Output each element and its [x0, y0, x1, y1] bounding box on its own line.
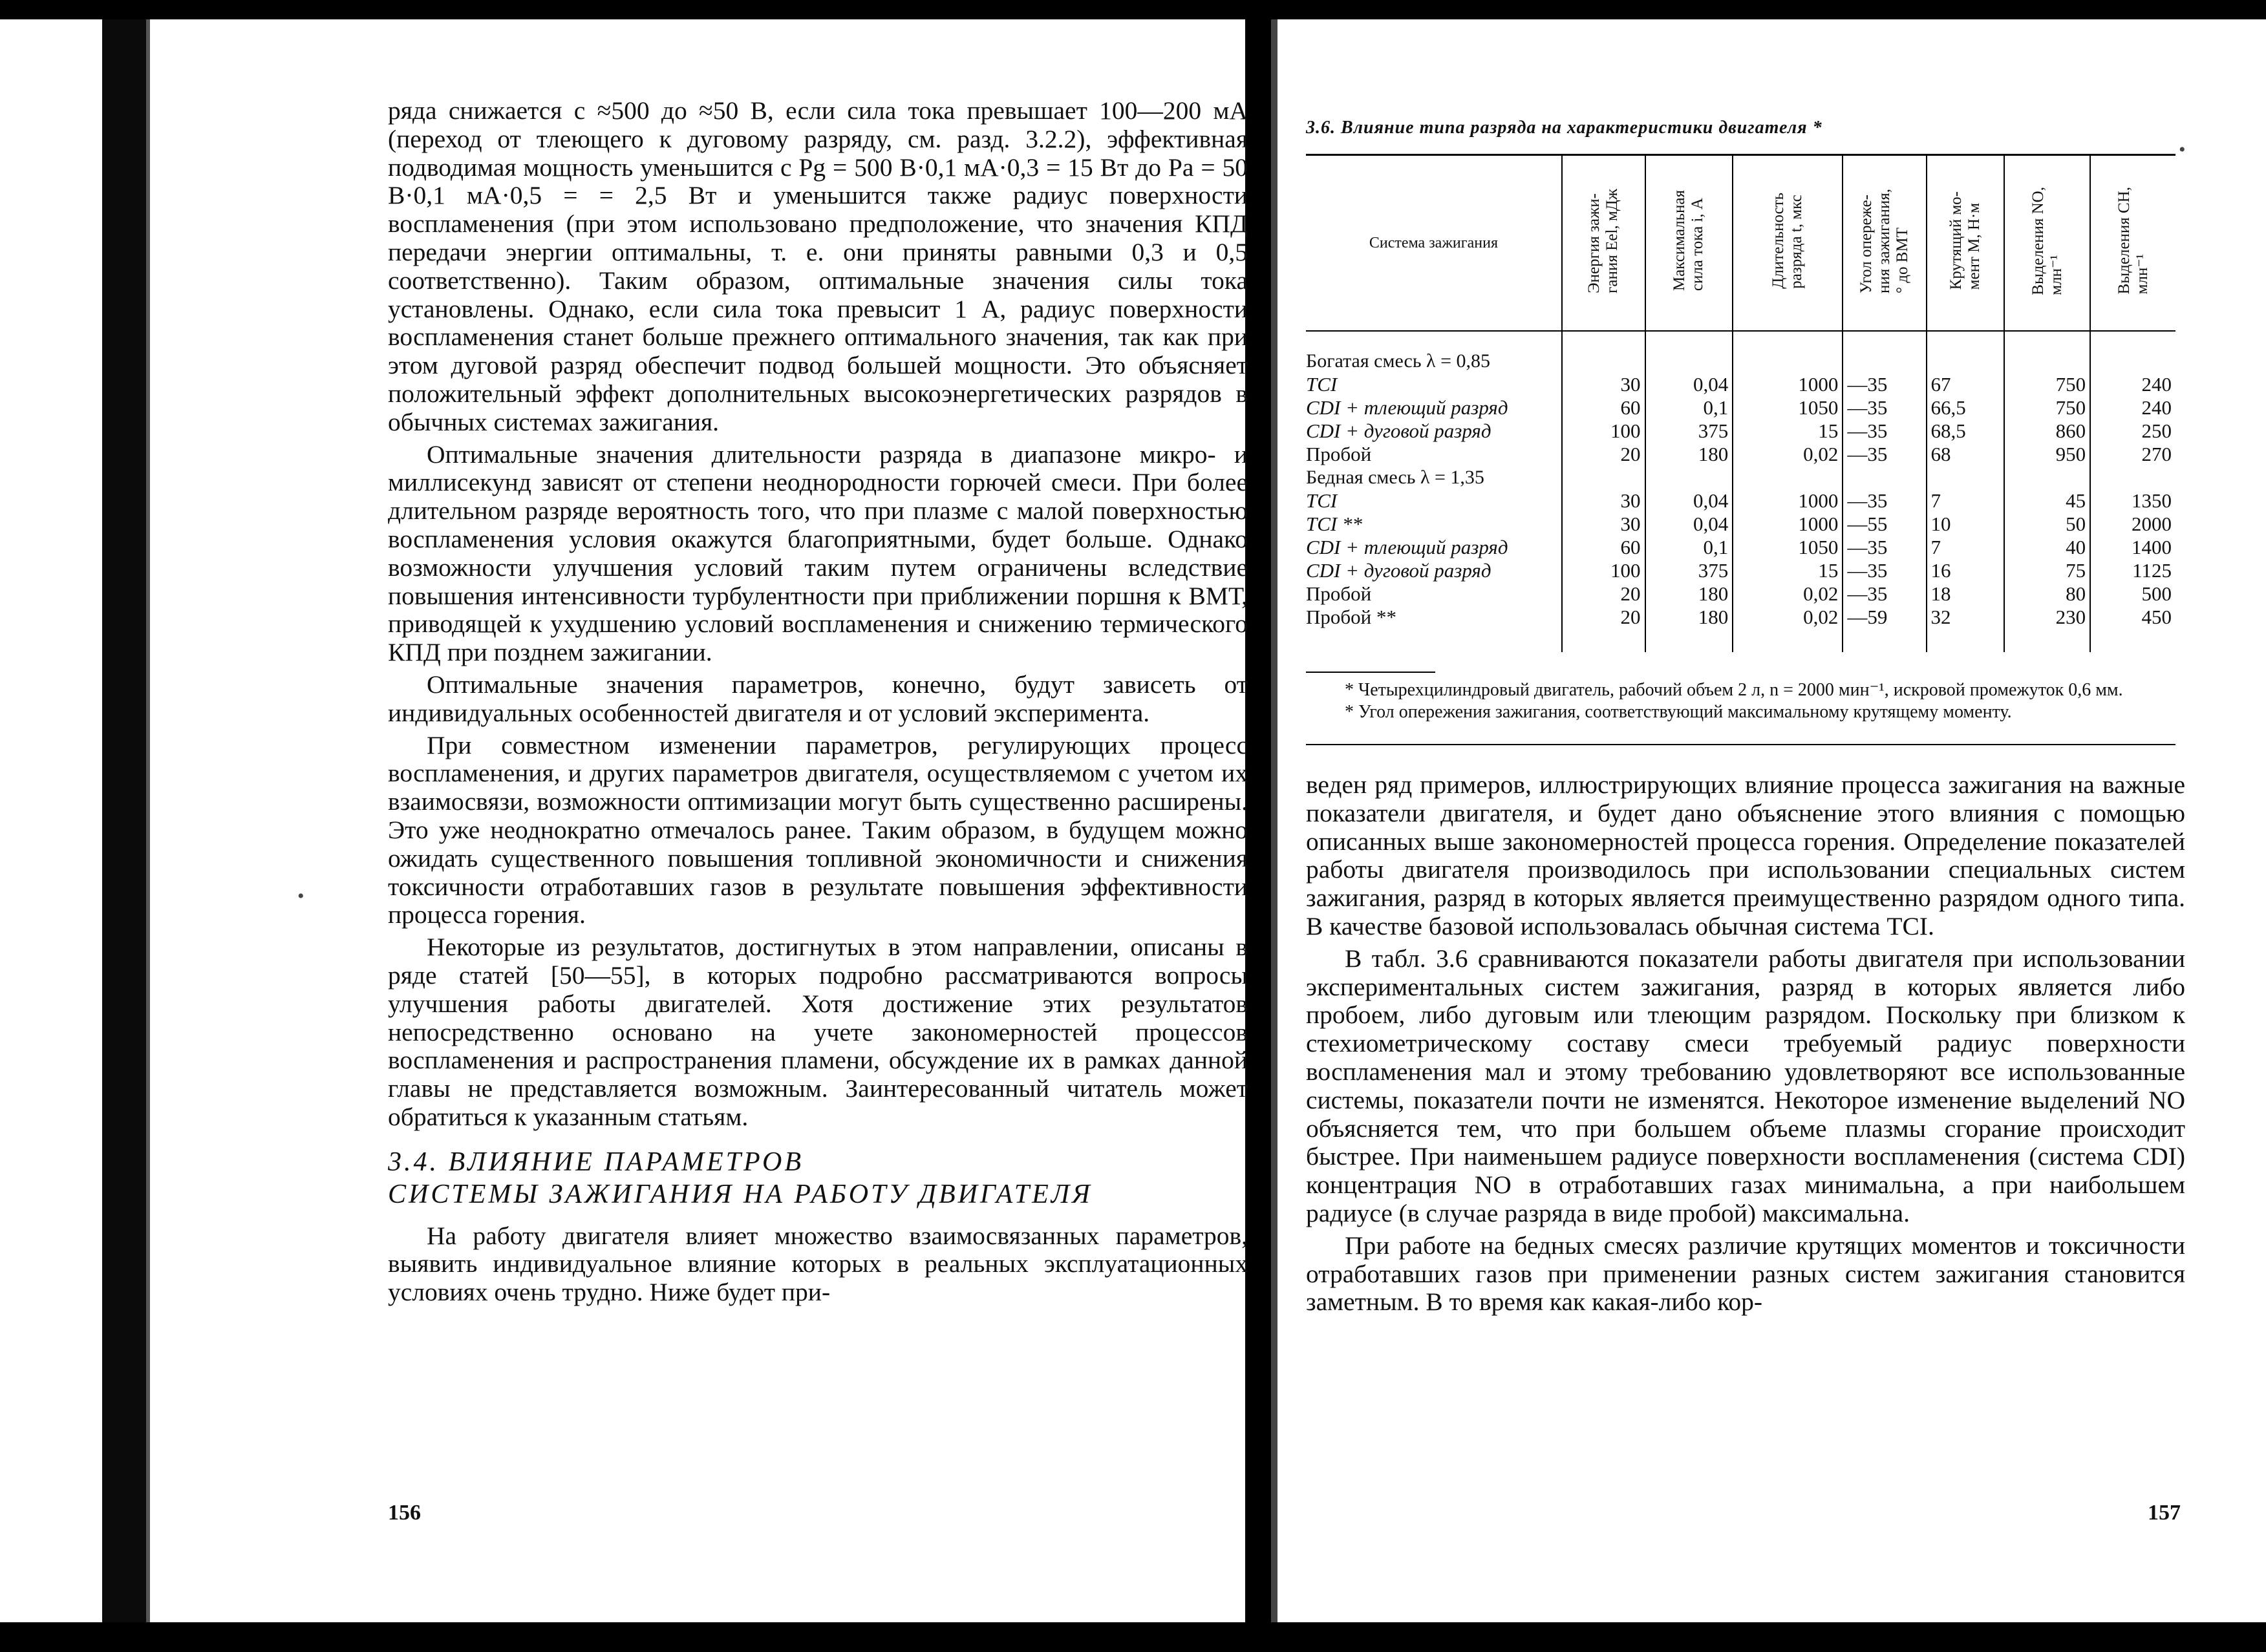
table-cell: 1050 — [1733, 396, 1843, 419]
scan-binding-left — [102, 19, 146, 1622]
data-table — [1306, 154, 2175, 652]
table-cell: 66,5 — [1927, 396, 2005, 419]
column-header — [1843, 155, 1926, 332]
table-cell: 270 — [2090, 443, 2175, 466]
table-cell: 0,1 — [1645, 536, 1733, 559]
table-cell: —35 — [1843, 582, 1926, 606]
table-row — [1306, 582, 2175, 606]
table-cell: 100 — [1562, 559, 1645, 582]
table-row-label: Пробой ** — [1306, 606, 1396, 628]
book-gutter-edge — [1271, 19, 1277, 1622]
table-footnotes — [1306, 672, 2185, 723]
table-cell — [1733, 331, 1843, 373]
column-header — [2004, 155, 2090, 332]
page-number-left: 156 — [388, 1501, 421, 1525]
paragraph: Оптимальные значения длительности разряда в диапазоне микро- и миллисекунд зависят от степени неоднородности горючей смеси. При более длительном разряде вероятность того, что при плазме с малой поверхностью воспламенения условия окажутся благоприятными, будет больше. Однако возможности улучшения условий таким путем ограничены вследствие повышения интенсивности турбулентности при приближении поршня к ВМТ, приводящей к ухудшению условий воспламенения и снижению термического КПД при позднем зажигании. — [388, 439, 1248, 667]
table-cell: 60 — [1562, 396, 1645, 419]
table-cell: 40 — [2004, 536, 2090, 559]
column-header-text: Крутящий мо- мент M, Н·м — [1947, 191, 1983, 290]
table-cell: —35 — [1843, 373, 1926, 396]
table-cell: 30 — [1562, 513, 1645, 536]
paragraph: При работе на бедных смесях различие крутящих моментов и токсичности отработавших газов при применении разных систем зажигания становится заметным. В то время как какая-либо кор- — [1306, 1231, 2185, 1317]
table-cell: 15 — [1733, 559, 1843, 582]
footnote: * Четырехцилиндровый двигатель, рабочий объем 2 л, n = 2000 мин⁻¹, искровой промежуток 0,6 мм. — [1345, 680, 2123, 700]
table-row — [1306, 489, 2175, 513]
column-header-text: Выделения NO, млн⁻¹ — [2029, 186, 2065, 295]
table-cell: 950 — [2004, 443, 2090, 466]
table-cell: 7 — [1927, 536, 2005, 559]
table-cell — [2090, 466, 2175, 489]
column-header-text: Энергия зажи- гания Eel, мДж — [1585, 188, 1621, 293]
table-cell: 750 — [2004, 396, 2090, 419]
table-cell: 1050 — [1733, 536, 1843, 559]
column-header — [1562, 155, 1645, 332]
table-cell — [1733, 466, 1843, 489]
table-cell: 1400 — [2090, 536, 2175, 559]
table-cell: 100 — [1562, 419, 1645, 443]
table-cell: 450 — [2090, 606, 2175, 652]
table-cell: 67 — [1927, 373, 2005, 396]
section-heading-line: 3.4. ВЛИЯНИЕ ПАРАМЕТРОВ — [388, 1147, 804, 1177]
table-cell: 180 — [1645, 443, 1733, 466]
column-header — [1927, 155, 2005, 332]
table-cell: 68,5 — [1927, 419, 2005, 443]
table-cell — [2090, 331, 2175, 373]
table-group-label: Бедная смесь λ = 1,35 — [1306, 467, 1484, 488]
table-cell: 1125 — [2090, 559, 2175, 582]
table-row-label: CDI + дуговой разряд — [1306, 559, 1491, 582]
table-cell: 30 — [1562, 373, 1645, 396]
table-cell: 240 — [2090, 373, 2175, 396]
table-row — [1306, 443, 2175, 466]
section-heading — [388, 1146, 1248, 1211]
table-cell: —35 — [1843, 396, 1926, 419]
table-cell: 20 — [1562, 606, 1645, 652]
table-cell: 80 — [2004, 582, 2090, 606]
table-row-label: CDI + тлеющий разряд — [1306, 396, 1508, 419]
column-header — [1733, 155, 1843, 332]
table-row — [1306, 513, 2175, 536]
table-cell: 0,02 — [1733, 443, 1843, 466]
table-cell: 1000 — [1733, 373, 1843, 396]
table-cell — [2004, 466, 2090, 489]
table-cell: 45 — [2004, 489, 2090, 513]
scan-binding-left-edge — [146, 19, 150, 1622]
table-cell: 7 — [1927, 489, 2005, 513]
scan-speck: • — [297, 885, 305, 907]
table-row-label: CDI + дуговой разряд — [1306, 419, 1491, 442]
section-heading-line: СИСТЕМЫ ЗАЖИГАНИЯ НА РАБОТУ ДВИГАТЕЛЯ — [388, 1179, 1093, 1209]
table-row — [1306, 419, 2175, 443]
table-cell: 860 — [2004, 419, 2090, 443]
table-cell: 500 — [2090, 582, 2175, 606]
table-row — [1306, 373, 2175, 396]
table-cell: 10 — [1927, 513, 2005, 536]
table-cell — [1843, 466, 1926, 489]
paragraph: При совместном изменении параметров, регулирующих процесс воспламенения, и других параметров двигателя, осуществляемом с учетом их взаимосвязи, возможности оптимизации могут быть существенно расширены. Это уже неоднократно отмечалось ранее. Таким образом, в будущем можно ожидать существенного повышения топливной экономичности и снижения токсичности отработавших газов в результате повышения эффективности процесса горения. — [388, 730, 1248, 929]
table-cell: 750 — [2004, 373, 2090, 396]
table-cell: 0,1 — [1645, 396, 1733, 419]
right-page-text — [1306, 771, 2185, 1317]
column-header: Система зажигания — [1306, 155, 1562, 332]
table-cell: —59 — [1843, 606, 1926, 652]
table-cell: 375 — [1645, 559, 1733, 582]
paragraph: Оптимальные значения параметров, конечно, будут зависеть от индивидуальных особенностей двигателя и от условий эксперимента. — [388, 670, 1248, 727]
table-cell: 68 — [1927, 443, 2005, 466]
table-row — [1306, 559, 2175, 582]
table-cell: 180 — [1645, 582, 1733, 606]
table-cell: 16 — [1927, 559, 2005, 582]
table-cell: 375 — [1645, 419, 1733, 443]
table-group-label: Богатая смесь λ = 0,85 — [1306, 350, 1490, 372]
table-cell: 0,04 — [1645, 489, 1733, 513]
table-cell — [1927, 331, 2005, 373]
table-cell: —35 — [1843, 489, 1926, 513]
table-row-label: CDI + тлеющий разряд — [1306, 536, 1508, 558]
footnote-rule — [1306, 672, 1435, 673]
column-header-text: Длительность разряда t, мкс — [1769, 193, 1806, 289]
table-row-label: TCI — [1306, 489, 1338, 512]
scan-border-bottom — [0, 1622, 2266, 1652]
table-cell — [1562, 466, 1645, 489]
table-cell: 2000 — [2090, 513, 2175, 536]
footnote: * Угол опережения зажигания, соответствующий максимальному крутящему моменту. — [1345, 702, 2012, 722]
table-cell: 0,02 — [1733, 582, 1843, 606]
table-cell: 1000 — [1733, 513, 1843, 536]
table-row-label: Пробой — [1306, 582, 1372, 605]
table-cell: —55 — [1843, 513, 1926, 536]
table-cell — [1645, 466, 1733, 489]
table-bottom-rule — [1306, 744, 2175, 745]
table-cell: 0,04 — [1645, 373, 1733, 396]
column-header-text: Максимальная сила тока i, А — [1671, 190, 1707, 291]
table-row-label: Пробой — [1306, 443, 1372, 465]
paragraph: На работу двигателя влияет множество взаимосвязанных параметров, выявить индивидуальное влияние которых в реальных эксплуатационных условиях очень трудно. Ниже будет при- — [388, 1221, 1248, 1307]
column-header — [1645, 155, 1733, 332]
table-row-label: TCI — [1306, 373, 1338, 396]
table-cell: 1000 — [1733, 489, 1843, 513]
table-cell: —35 — [1843, 559, 1926, 582]
table-cell: 1350 — [2090, 489, 2175, 513]
table-cell — [2004, 331, 2090, 373]
page-number-right: 157 — [2148, 1501, 2181, 1525]
table-cell: 15 — [1733, 419, 1843, 443]
table-cell: —35 — [1843, 419, 1926, 443]
table-cell: —35 — [1843, 536, 1926, 559]
column-header — [2090, 155, 2175, 332]
table-cell: 50 — [2004, 513, 2090, 536]
scan-border-top — [0, 0, 2266, 19]
table-cell: 20 — [1562, 582, 1645, 606]
table-cell: 0,02 — [1733, 606, 1843, 652]
table-cell: 20 — [1562, 443, 1645, 466]
table-cell: 240 — [2090, 396, 2175, 419]
column-header-text: Выделения CH, млн⁻¹ — [2115, 187, 2151, 295]
scan-speck: • — [2179, 139, 2186, 160]
left-page — [388, 97, 1248, 1307]
book-gutter — [1245, 19, 1271, 1622]
column-header-text: Угол опереже- ния зажигания, ° до ВМТ — [1857, 188, 1911, 293]
table-cell: 250 — [2090, 419, 2175, 443]
paragraph: ряда снижается с ≈500 до ≈50 В, если сила тока превышает 100—200 мА (переход от тлеющего к дуговому разряду, см. разд. 3.2.2), эффективная подводимая мощность уменьшится с Pg = 500 В·0,1 мА·0,3 = 15 Вт до Pa = 50 В·0,1 мА·0,5 = = 2,5 Вт и уменьшится также радиус поверхности воспламенения (при этом использовано предположение, что значения КПД передачи энергии оптимальны, т. е. они приняты равными 0,3 и 0,5 соответственно). Таким образом, оптимальные значения силы тока установлены. Однако, если сила тока превысит 1 А, радиус поверхности воспламенения станет больше прежнего оптимального значения, так как при этом дуговой разряд обеспечит подвод большей мощности. Это объясняет положительный эффект дополнительных высокоэнергетических разрядов в обычных системах зажигания. — [388, 96, 1248, 436]
paragraph: веден ряд примеров, иллюстрирующих влияние процесса зажигания на важные показатели двигателя, и будет дано объяснение этого влияния с помощью описанных выше закономерностей процесса горения. Определение показателей работы двигателя производилось при использовании специальных систем зажигания, разряд в которых является преимущественно разрядом одного типа. В качестве базовой использовалась обычная система TCI. — [1306, 770, 2185, 940]
table-cell: 18 — [1927, 582, 2005, 606]
table-cell — [1843, 331, 1926, 373]
table-row — [1306, 536, 2175, 559]
paragraph: В табл. 3.6 сравниваются показатели работы двигателя при использовании экспериментальных систем зажигания, разряд в которых является либо пробоем, либо дуговым или тлеющим разрядом. Поскольку при близком к стехиометрическому составу смеси требуемый радиус поверхности воспламенения мал и этому требованию удовлетворяют все использованные системы, показатели почти не изменятся. Некоторое изменение выделений NO объясняется тем, что при большем объеме плазмы сгорание происходит быстрее. При наименьшем радиусе поверхности воспламенения (система CDI) концентрация NO в отработавших газах минимальна, а при наибольшем радиусе (в случае разряда в виде пробой) максимальна. — [1306, 944, 2185, 1227]
table-header-row — [1306, 155, 2175, 332]
table-body — [1306, 331, 2175, 652]
table-cell: 30 — [1562, 489, 1645, 513]
table-title: 3.6. Влияние типа разряда на характеристики двигателя * — [1306, 118, 1822, 138]
table-cell: 32 — [1927, 606, 2005, 652]
table-row-label: TCI ** — [1306, 513, 1362, 535]
table-row — [1306, 466, 2175, 489]
table-row — [1306, 331, 2175, 373]
table-cell — [1562, 331, 1645, 373]
table-cell: 0,04 — [1645, 513, 1733, 536]
table-cell: 230 — [2004, 606, 2090, 652]
table-cell: —35 — [1843, 443, 1926, 466]
table-cell: 180 — [1645, 606, 1733, 652]
table-cell: 75 — [2004, 559, 2090, 582]
table-cell — [1927, 466, 2005, 489]
right-page — [1306, 97, 2185, 1317]
table-row — [1306, 606, 2175, 652]
table-cell: 60 — [1562, 536, 1645, 559]
paragraph: Некоторые из результатов, достигнутых в этом направлении, описаны в ряде статей [50—55], в которых подробно рассматриваются вопросы улучшения работы двигателей. Хотя достижение этих результатов непосредственно основано на учете закономерностей процессов воспламенения и распространения пламени, обсуждение их в рамках данной главы не представляется возможным. Заинтересованный читатель может обратиться к указанным статьям. — [388, 933, 1248, 1131]
table-row — [1306, 396, 2175, 419]
table-cell — [1645, 331, 1733, 373]
